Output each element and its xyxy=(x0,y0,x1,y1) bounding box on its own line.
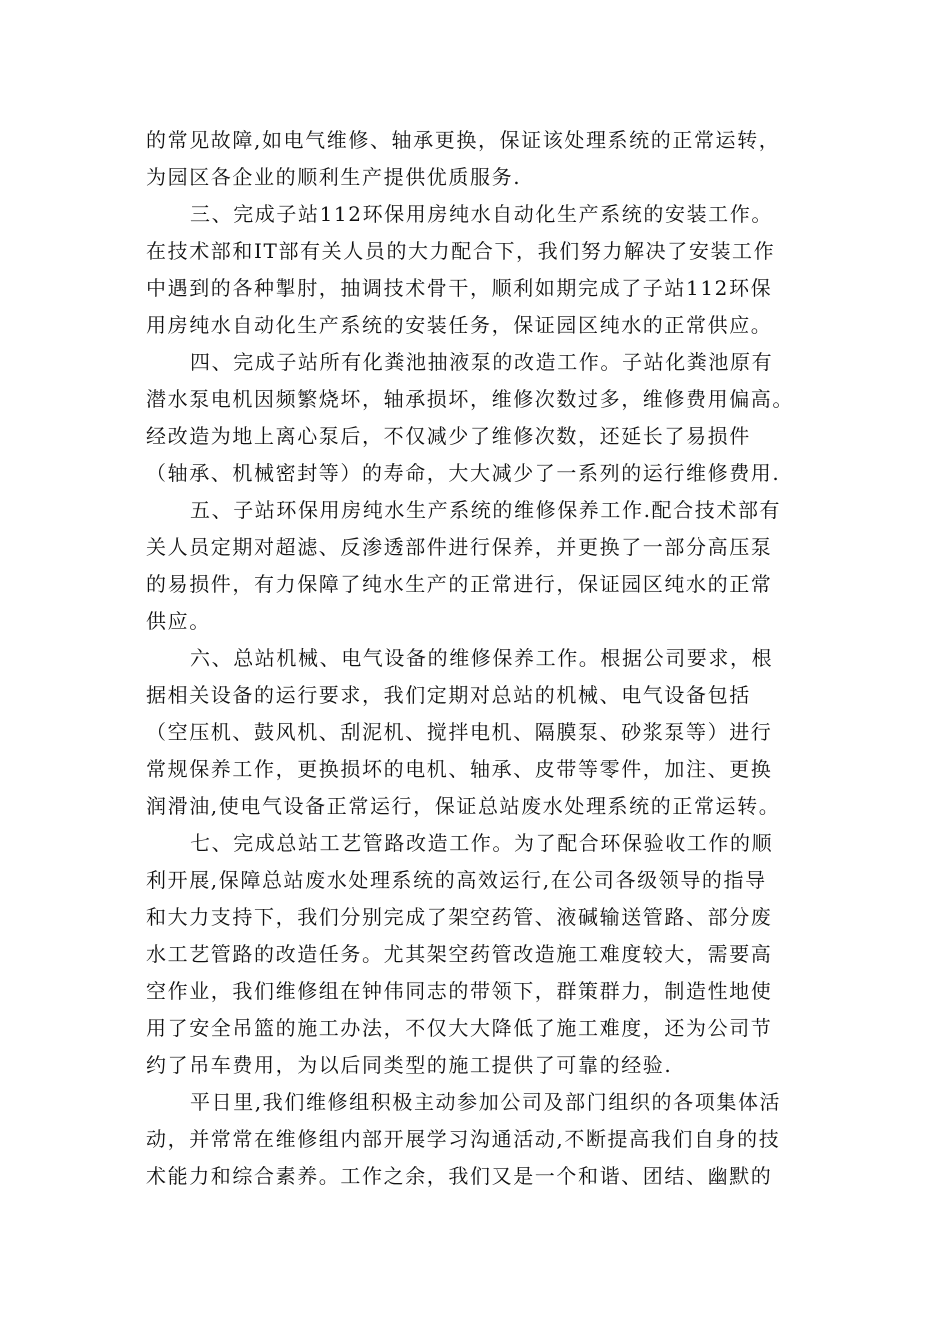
text-line: 经改造为地上离心泵后，不仅减少了维修次数，还延长了易损件 xyxy=(146,424,751,448)
text-line: 六、总站机械、电气设备的维修保养工作。根据公司要求，根 xyxy=(190,646,774,670)
text-line: 为园区各企业的顺利生产提供优质服务. xyxy=(146,165,522,189)
text-line: 用了安全吊篮的施工办法，不仅大大降低了施工难度，还为公司节 xyxy=(146,1016,773,1040)
text-line: 潜水泵电机因频繁烧坏，轴承损坏，维修次数过多，维修费用偏高。 xyxy=(146,387,794,411)
text-line: 供应。 xyxy=(146,609,211,633)
text-line: 空作业，我们维修组在钟伟同志的带领下，群策群力，制造性地使 xyxy=(146,979,773,1003)
text-line: 用房纯水自动化生产系统的安装任务，保证园区纯水的正常供应。 xyxy=(146,313,773,337)
text-line: 和大力支持下，我们分别完成了架空药管、液碱输送管路、部分废 xyxy=(146,905,773,929)
text-line: 中遇到的各种掣肘，抽调技术骨干，顺利如期完成了子站112环保 xyxy=(146,276,773,300)
text-line: 七、完成总站工艺管路改造工作。为了配合环保验收工作的顺 xyxy=(190,831,774,855)
text-line: 利开展,保障总站废水处理系统的高效运行,在公司各级领导的指导 xyxy=(146,868,767,892)
text-line: 在技术部和IT部有关人员的大力配合下，我们努力解决了安装工作 xyxy=(146,239,776,263)
text-line: 动，并常常在维修组内部开展学习沟通活动,不断提高我们自身的技 xyxy=(146,1127,781,1151)
text-line: 据相关设备的运行要求，我们定期对总站的机械、电气设备包括 xyxy=(146,683,751,707)
text-line: 的易损件，有力保障了纯水生产的正常进行，保证园区纯水的正常 xyxy=(146,572,773,596)
text-line: 术能力和综合素养。工作之余，我们又是一个和谐、团结、幽默的 xyxy=(146,1164,773,1188)
text-line: 关人员定期对超滤、反渗透部件进行保养，并更换了一部分高压泵 xyxy=(146,535,773,559)
text-line: 平日里,我们维修组积极主动参加公司及部门组织的各项集体活 xyxy=(190,1090,782,1114)
text-line: 常规保养工作，更换损坏的电机、轴承、皮带等零件，加注、更换 xyxy=(146,757,773,781)
text-line: （空压机、鼓风机、刮泥机、搅拌电机、隔膜泵、砂浆泵等）进行 xyxy=(146,720,773,744)
text-line: 润滑油,使电气设备正常运行，保证总站废水处理系统的正常运转。 xyxy=(146,794,781,818)
text-line: 五、子站环保用房纯水生产系统的维修保养工作.配合技术部有 xyxy=(190,498,782,522)
text-line: 水工艺管路的改造任务。尤其架空药管改造施工难度较大，需要高 xyxy=(146,942,773,966)
text-line: 四、完成子站所有化粪池抽液泵的改造工作。子站化粪池原有 xyxy=(190,350,774,374)
text-line: 约了吊车费用，为以后同类型的施工提供了可靠的经验. xyxy=(146,1053,673,1077)
text-line: 的常见故障,如电气维修、轴承更换，保证该处理系统的正常运转， xyxy=(146,128,781,152)
text-line: （轴承、机械密封等）的寿命，大大减少了一系列的运行维修费用. xyxy=(146,461,781,485)
text-line: 三、完成子站112环保用房纯水自动化生产系统的安装工作。 xyxy=(190,202,773,226)
body-text xyxy=(146,122,810,1195)
